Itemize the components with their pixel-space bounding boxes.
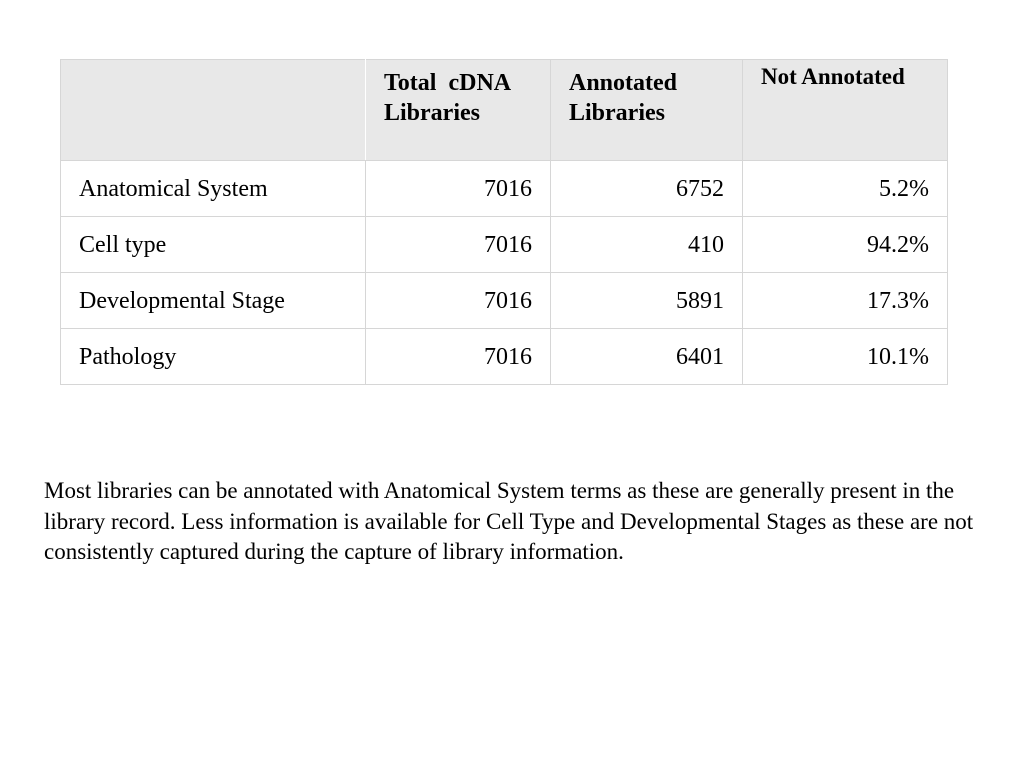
cell-total: 7016 xyxy=(366,329,551,385)
cell-annotated: 5891 xyxy=(551,273,743,329)
row-label: Pathology xyxy=(61,329,366,385)
caption-paragraph: Most libraries can be annotated with Anatomical System terms as these are generally present in the library record. Less information is available for Cell Type and Developmental Stages as these are not consistently captured during the capture of library information. xyxy=(44,478,974,564)
cell-total: 7016 xyxy=(366,217,551,273)
row-label: Developmental Stage xyxy=(61,273,366,329)
header-empty xyxy=(61,60,366,161)
header-annotated-libraries: Annotated Libraries xyxy=(551,60,743,161)
cell-not-annotated: 5.2% xyxy=(743,161,948,217)
table-row xyxy=(61,217,948,273)
cell-total: 7016 xyxy=(366,273,551,329)
cell-annotated: 6752 xyxy=(551,161,743,217)
cell-not-annotated: 10.1% xyxy=(743,329,948,385)
cell-not-annotated: 94.2% xyxy=(743,217,948,273)
cell-total: 7016 xyxy=(366,161,551,217)
table-row xyxy=(61,161,948,217)
table-row xyxy=(61,273,948,329)
cell-annotated: 6401 xyxy=(551,329,743,385)
cell-annotated: 410 xyxy=(551,217,743,273)
table-header-row xyxy=(61,60,948,161)
row-label: Cell type xyxy=(61,217,366,273)
table-row xyxy=(61,329,948,385)
cell-not-annotated: 17.3% xyxy=(743,273,948,329)
header-total-libraries: Total cDNA Libraries xyxy=(366,60,551,161)
row-label: Anatomical System xyxy=(61,161,366,217)
header-not-annotated: Not Annotated xyxy=(743,60,948,161)
annotation-table xyxy=(60,59,948,385)
